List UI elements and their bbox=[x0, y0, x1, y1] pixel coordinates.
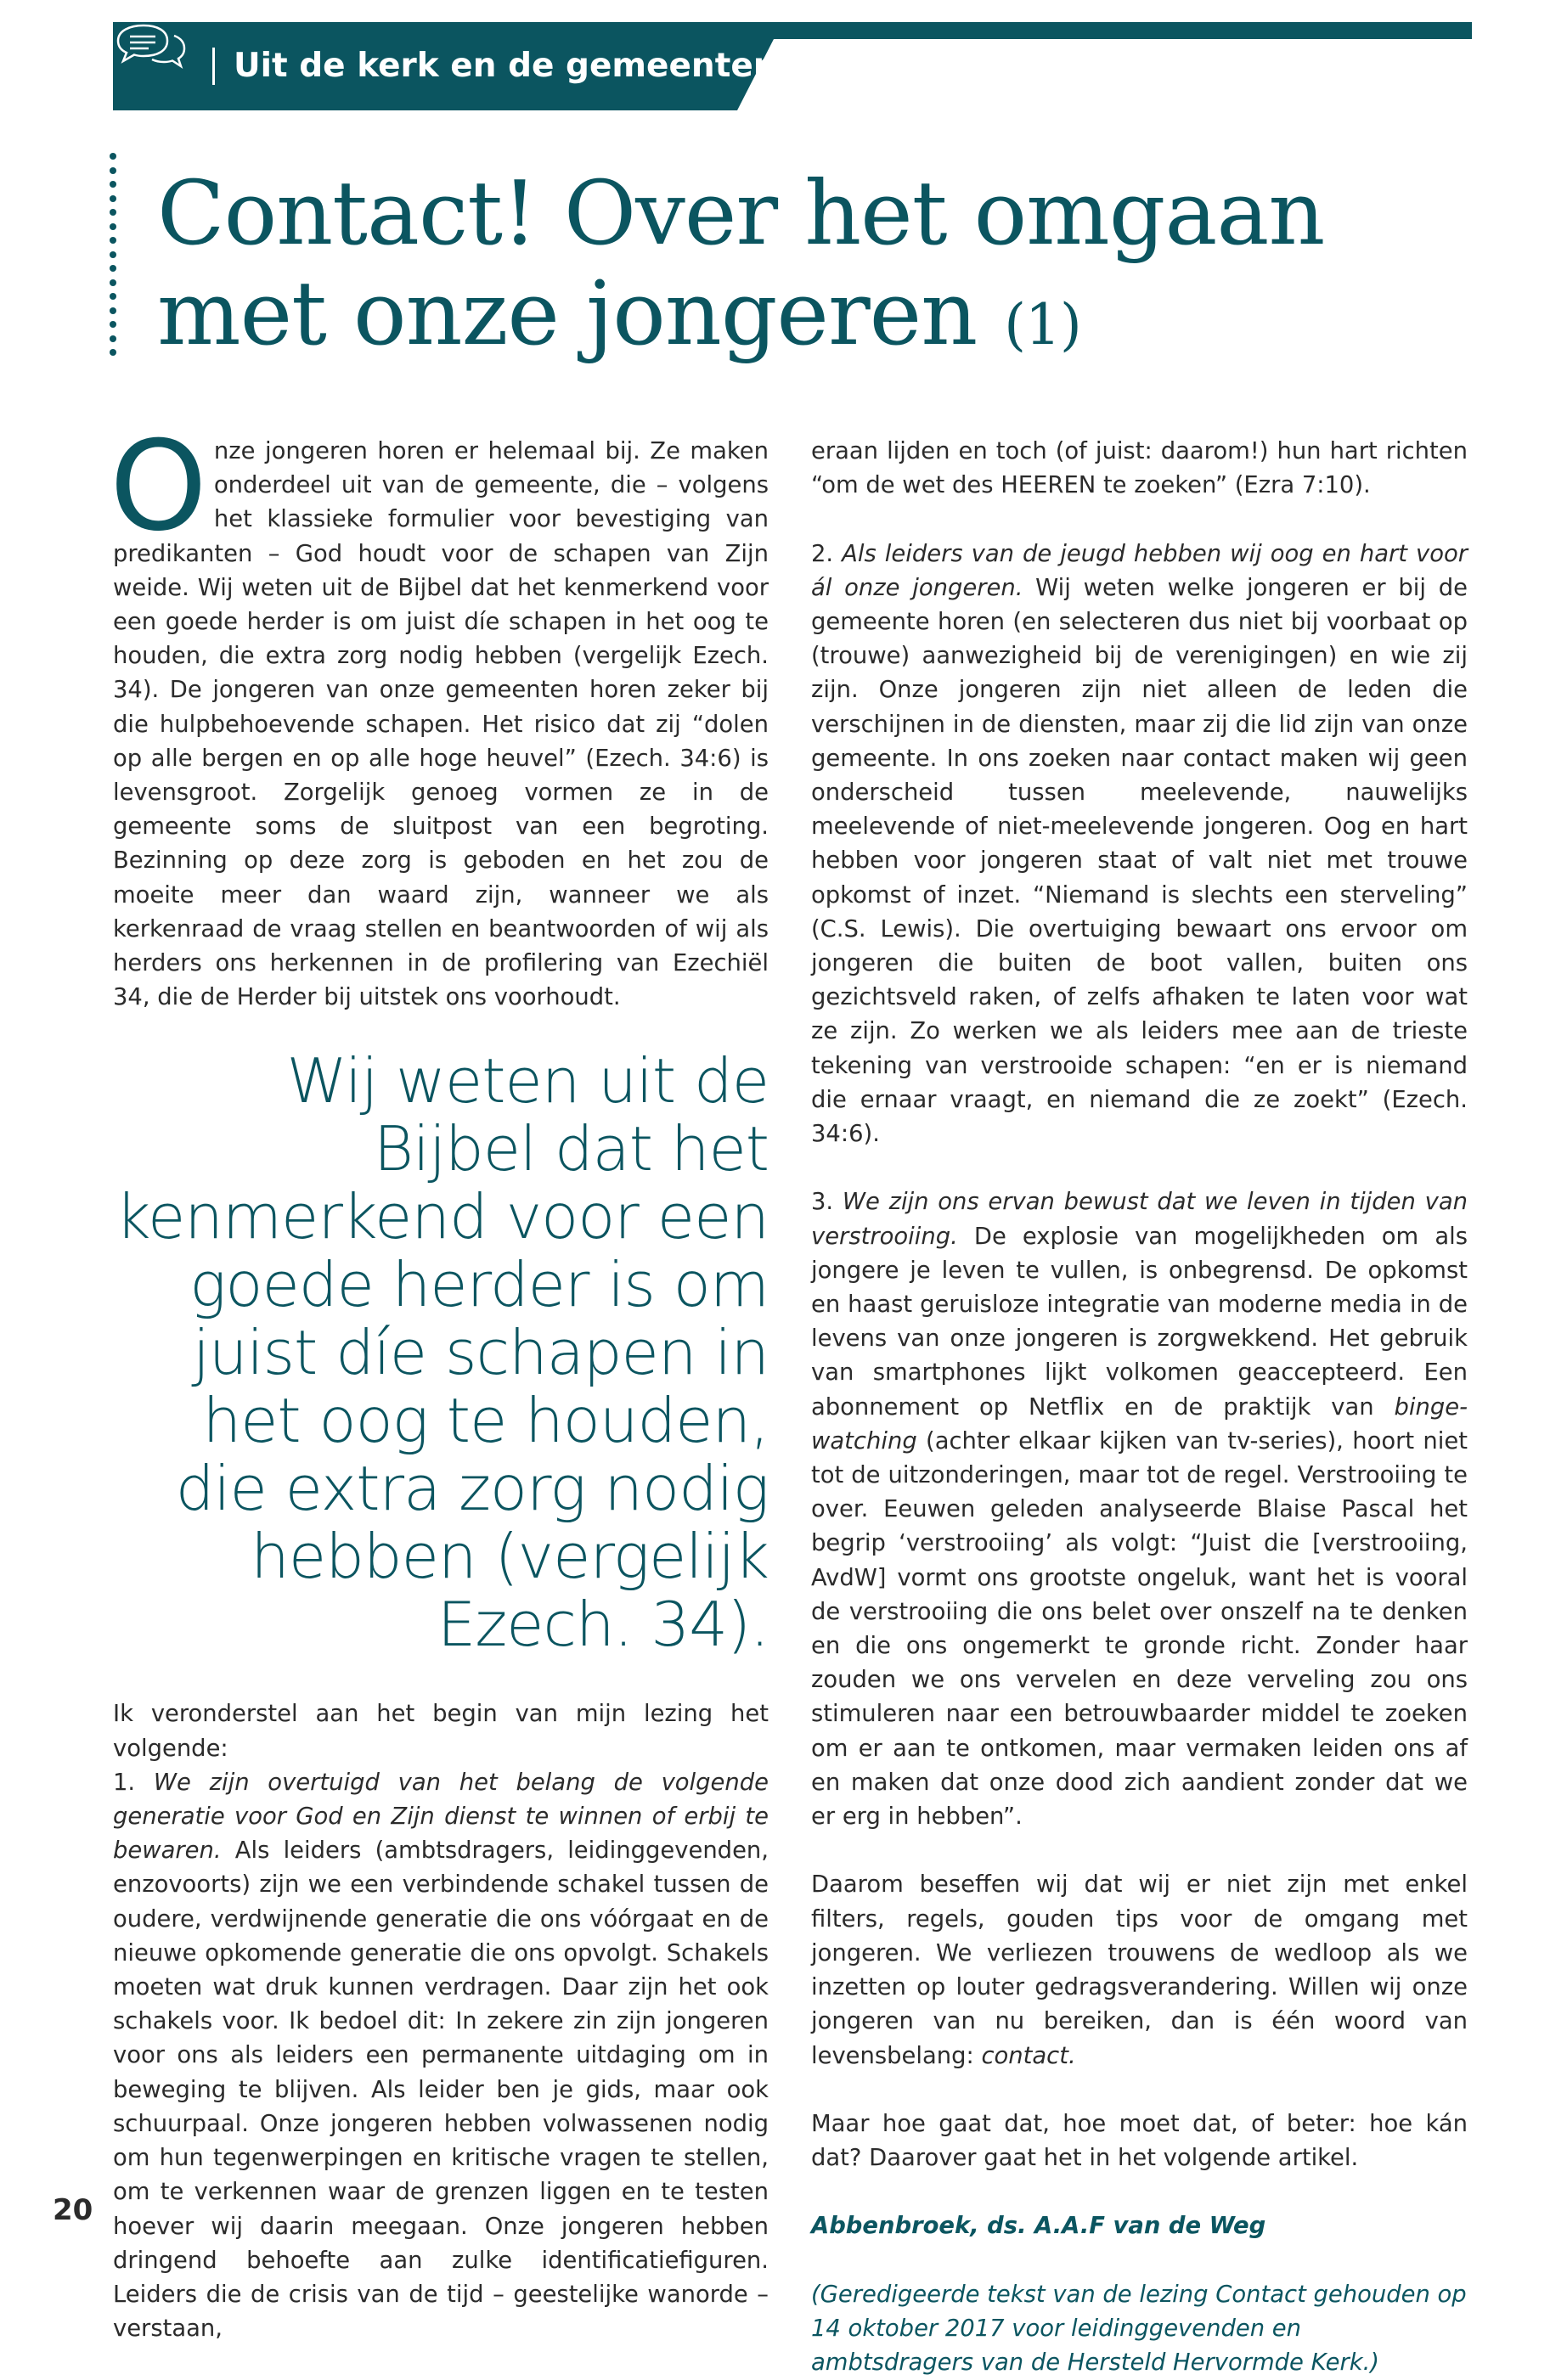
conclusion-paragraph bbox=[811, 1868, 1468, 2073]
pull-quote: Wij weten uit de Bijbel dat het kenmerkend voor een goede herder is om juist díe schapen in het oog te houden, die extra zorg nodig hebben (vergelijk Ezech. 34). bbox=[115, 1045, 769, 1661]
speech-bubbles-icon bbox=[113, 22, 188, 73]
headline-line-1: Contact! Over het omgaan bbox=[157, 161, 1325, 265]
point-2-number: 2. bbox=[811, 540, 834, 567]
article-headline bbox=[157, 163, 1482, 375]
point-2-statement: Als leiders van de jeugd hebben wij oog en hart voor ál onze jongeren. bbox=[811, 540, 1468, 601]
lead-in-paragraph bbox=[113, 1697, 769, 2346]
point-3-paragraph bbox=[811, 1185, 1468, 1834]
drop-cap: O bbox=[110, 414, 207, 559]
dotted-rule bbox=[107, 153, 119, 365]
point-2-text: Wij weten welke jongeren er bij de gemeente horen (en selecteren dus niet bij voorbaat op (trouwe) aanwezigheid bij de verenigingen) en wie zij zijn. Onze jongeren zijn niet alleen de leden die verschijnen in de diensten, maar zij die lid zijn van onze gemeente. In ons zoeken naar contact maken wij geen onderscheid tussen meelevende, nauwelijks meelevende of niet-meelevende jongeren. Oog en hart hebben voor jongeren staat of valt niet met trouwe opkomst of inzet. “Niemand is slechts een sterveling” (C.S. Lewis). Die overtuiging bewaart ons ervoor om jongeren die buiten de boot vallen, buiten ons gezichtsveld raken, of zelfs afhaken te laten voor wat ze zijn. Zo werken we als leiders mee aan de trieste tekening van verstrooide schapen: “en er is niemand die ernaar vraagt, en niemand die ze zoekt” (Ezech. 34:6). bbox=[811, 574, 1468, 1148]
author-signature: Abbenbroek, ds. A.A.F van de Weg bbox=[811, 2213, 1266, 2240]
point-3-text-a: De explosie van mogelijkheden om als jongere je leven te vullen, is onbegrensd. De opkomst en haast geruisloze integratie van moderne media in de levens van onze jongeren is zorgwekkend. Het gebruik van smartphones lijkt volkomen geaccepteerd. Een abonnement op Netflix en de praktijk van bbox=[811, 1223, 1468, 1421]
closing-question: Maar hoe gaat dat, hoe moet dat, of beter: hoe kán dat? Daarover gaat het in het volgende artikel. bbox=[811, 2110, 1468, 2172]
point-3-term: binge-watching bbox=[811, 1393, 1468, 1454]
continuation-paragraph: eraan lijden en toch (of juist: daarom!) hun hart richten “om de wet des HEEREN te zoeken” (Ezra 7:10). bbox=[811, 438, 1468, 499]
conclusion-text: Daarom beseffen wij dat wij er niet zijn met enkel filters, regels, gouden tips voor de omgang met jongeren. We verliezen trouwens de wedloop als we inzetten op louter gedragsverandering. Willen wij onze jongeren van nu bereiken, dan is één woord van levensbelang: bbox=[811, 1871, 1468, 2069]
conclusion-keyword: contact. bbox=[981, 2042, 1076, 2069]
section-title: Uit de kerk en de gemeenten bbox=[234, 47, 777, 85]
headline-line-2: met onze jongeren bbox=[157, 262, 978, 365]
intro-paragraph bbox=[110, 414, 769, 1015]
right-column bbox=[811, 435, 1468, 2380]
editorial-note: (Geredigeerde tekst van de lezing Contact gehouden op 14 oktober 2017 voor leidinggevenden en ambtsdragers van de Hersteld Hervormde Kerk.) bbox=[811, 2281, 1467, 2377]
point-1-statement: We zijn overtuigd van het belang de volgende generatie voor God en Zijn dienst te winnen of erbij te bewaren. bbox=[113, 1769, 769, 1865]
left-column bbox=[110, 414, 769, 2346]
section-header bbox=[113, 22, 1472, 110]
point-2-paragraph bbox=[811, 537, 1468, 1152]
page-number: 20 bbox=[53, 2193, 93, 2227]
intro-text: nze jongeren horen er helemaal bij. Ze maken onderdeel uit van de gemeente, die – volgens het klassieke formulier voor bevestiging van predikanten – God houdt voor de schapen van Zijn weide. Wij weten uit de Bijbel dat het kenmerkend voor een goede herder is om juist díe schapen in het oog te houden, die extra zorg nodig hebben (vergelijk Ezech. 34). De jongeren van onze gemeenten horen zeker bij die hulpbehoevende schapen. Het risico dat zij “dolen op alle bergen en op alle hoge heuvel” (Ezech. 34:6) is levensgroot. Zorgelijk genoeg vormen ze in de gemeente soms de sluitpost van een begroting. Bezinning op deze zorg is geboden en het zou de moeite meer dan waard zijn, wanneer we als kerkenraad de vraag stellen en beantwoorden of wij als herders ons herkennen in de profilering van Ezechiël 34, die de Herder bij uitstek ons voorhoudt. bbox=[113, 438, 769, 1011]
header-separator bbox=[212, 48, 215, 85]
point-1-number: 1. bbox=[113, 1769, 136, 1796]
headline-part-number: (1) bbox=[1004, 292, 1081, 357]
point-1-text: Als leiders (ambtsdragers, leidinggevenden, enzovoorts) zijn we een verbindende schakel tussen de oudere, verdwijnende generatie die ons vóórgaat en de nieuwe opkomende generatie die ons opvolgt. Schakels moeten wat druk kunnen verdragen. Daar zijn het ook schakels voor. Ik bedoel dit: In zekere zin zijn jongeren voor ons als leiders een permanente uitdaging om in beweging te blijven. Als leider ben je gids, maar ook schuurpaal. Onze jongeren hebben volwassenen nodig om hun tegenwerpingen en kritische vragen te stellen, om te verkennen waar de grenzen liggen en te testen hoever wij daarin meegaan. Onze jongeren hebben dringend behoefte aan zulke identificatiefiguren. Leiders die de crisis van de tijd – geestelijke wanorde – verstaan, bbox=[113, 1837, 769, 2343]
point-3-text-b: (achter elkaar kijken van tv-series), hoort niet tot de uitzonderingen, maar tot de regel. Verstrooiing te over. Eeuwen geleden analyseerde Blaise Pascal het begrip ‘verstrooiing’ als volgt: “Juist die [verstrooiing, AvdW] vormt ons grootste ongeluk, want het is vooral de verstrooiing die ons belet over onszelf na te denken en die ons ongemerkt te gronde richt. Zonder haar zouden we ons vervelen en deze verveling zou ons stimuleren naar een betrouwbaarder middel te zoeken om er aan te ontkomen, maar vermaken leiden ons af en maken dat onze dood zich aandient zonder dat we er erg in hebben”. bbox=[811, 1427, 1468, 1831]
point-3-statement: We zijn ons ervan bewust dat we leven in tijden van verstrooiing. bbox=[811, 1189, 1468, 1250]
point-3-number: 3. bbox=[811, 1189, 834, 1216]
lead-in-text: Ik veronderstel aan het begin van mijn lezing het volgende: bbox=[113, 1701, 769, 1762]
